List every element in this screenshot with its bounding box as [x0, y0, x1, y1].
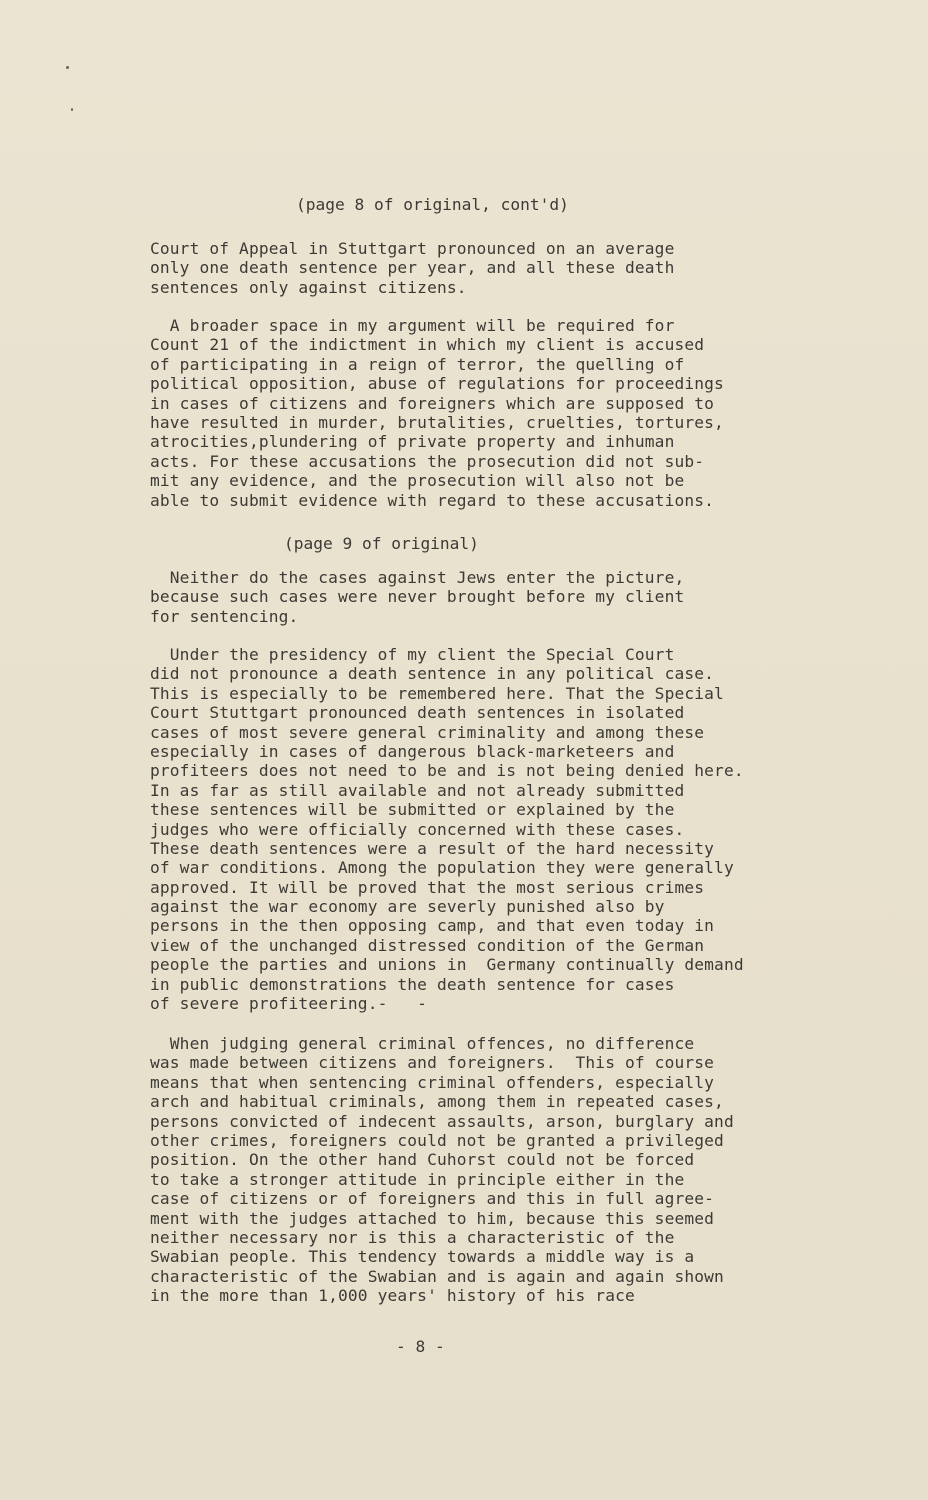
text-line: view of the unchanged distressed condition of the German: [150, 935, 705, 955]
text-line: This is especially to be remembered here. That the Special: [150, 683, 724, 703]
text-line: in public demonstrations the death sentence for cases: [150, 974, 675, 994]
text-line: position. On the other hand Cuhorst could not be forced: [150, 1150, 695, 1170]
text-line: in the more than 1,000 years' history of his race: [150, 1286, 635, 1306]
paragraph-5: [150, 1034, 870, 1305]
text-line: profiteers does not need to be and is not being denied here.: [150, 761, 744, 781]
text-line: to take a stronger attitude in principle either in the: [150, 1169, 685, 1189]
text-line: of participating in a reign of terror, the quelling of: [150, 354, 685, 374]
text-line: Under the presidency of my client the Special Court: [150, 645, 675, 664]
text-line: A broader space in my argument will be required for: [150, 316, 675, 335]
text-line: ment with the judges attached to him, because this seemed: [150, 1208, 715, 1228]
text-line: because such cases were never brought before my client: [150, 587, 685, 607]
text-line: of severe profiteering.- -: [150, 994, 428, 1014]
heading-page-9: (page 9 of original): [284, 534, 479, 553]
text-line: arch and habitual criminals, among them in repeated cases,: [150, 1092, 724, 1112]
text-line: In as far as still available and not already submitted: [150, 780, 685, 800]
text-line: persons convicted of indecent assaults, arson, burglary and: [150, 1111, 734, 1131]
text-line: Swabian people. This tendency towards a middle way is a: [150, 1247, 695, 1267]
text-line: was made between citizens and foreigners. This of course: [150, 1053, 715, 1073]
paragraph-1: [150, 239, 870, 297]
text-line: people the parties and unions in Germany continually demand: [150, 955, 744, 975]
text-line: judges who were officially concerned with these cases.: [150, 819, 685, 839]
paper-speck: [71, 108, 73, 111]
text-line: case of citizens or of foreigners and this in full agree-: [150, 1189, 715, 1209]
text-line: other crimes, foreigners could not be granted a privileged: [150, 1130, 724, 1150]
text-line: for sentencing.: [150, 606, 299, 626]
text-line: of war conditions. Among the population they were generally: [150, 858, 734, 878]
paragraph-3: [150, 568, 870, 626]
text-line: cases of most severe general criminality and among these: [150, 722, 705, 742]
text-line: These death sentences were a result of the hard necessity: [150, 838, 715, 858]
text-line: able to submit evidence with regard to these accusations.: [150, 490, 715, 510]
text-line: persons in the then opposing camp, and that even today in: [150, 916, 715, 936]
heading-page-8-cont: (page 8 of original, cont'd): [296, 195, 569, 214]
page-number: - 8 -: [396, 1337, 445, 1356]
text-line: against the war economy are severly punished also by: [150, 897, 665, 917]
text-line: sentences only against citizens.: [150, 277, 467, 297]
text-line: Neither do the cases against Jews enter the picture,: [150, 568, 685, 587]
text-line: Count 21 of the indictment in which my client is accused: [150, 335, 705, 355]
text-line: characteristic of the Swabian and is again and again shown: [150, 1266, 724, 1286]
text-line: approved. It will be proved that the most serious crimes: [150, 877, 705, 897]
text-line: only one death sentence per year, and all these death: [150, 258, 675, 278]
paper-speck: [66, 66, 69, 69]
text-line: in cases of citizens and foreigners which are supposed to: [150, 393, 715, 413]
text-line: acts. For these accusations the prosecution did not sub-: [150, 451, 705, 471]
text-line: political opposition, abuse of regulations for proceedings: [150, 374, 724, 394]
text-line: these sentences will be submitted or explained by the: [150, 800, 675, 820]
text-line: especially in cases of dangerous black-marketeers and: [150, 741, 675, 761]
text-line: atrocities,plundering of private property and inhuman: [150, 432, 675, 452]
paragraph-4: [150, 645, 870, 1013]
text-line: means that when sentencing criminal offenders, especially: [150, 1072, 715, 1092]
text-line: did not pronounce a death sentence in any political case.: [150, 664, 715, 684]
text-line: neither necessary nor is this a characteristic of the: [150, 1227, 675, 1247]
paragraph-2: [150, 316, 870, 510]
text-line: Court of Appeal in Stuttgart pronounced on an average: [150, 239, 675, 258]
text-line: mit any evidence, and the prosecution will also not be: [150, 471, 685, 491]
text-line: Court Stuttgart pronounced death sentences in isolated: [150, 703, 685, 723]
text-line: When judging general criminal offences, no difference: [150, 1034, 695, 1053]
text-line: have resulted in murder, brutalities, cruelties, tortures,: [150, 412, 724, 432]
